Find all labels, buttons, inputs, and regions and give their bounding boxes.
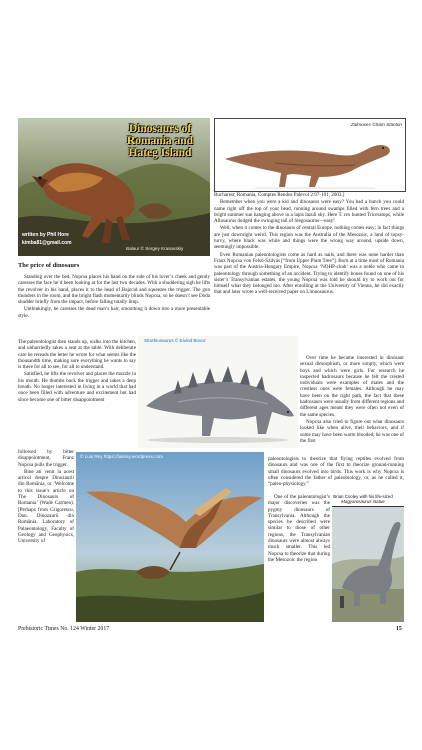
paragraph: Bine ati venit la acest articol despre Dinozaurii din România, or ‘Welcome to this issue’s article on The Dinosaurs of Romania’ (Wade Carmen). [Perhaps from Grigorescu, Dan. Dinozaurii din România. Laboratory of Palaeontology, Faculty of Geology and Geophysics, University of	[18, 468, 74, 545]
statue-caption-line1: Brian Cooley with his life-sized	[333, 494, 393, 499]
zalmoxes-illustration	[214, 118, 406, 192]
paragraph: Bucharest, Romania, Comptes Rendus Palevol 2:97-101, 2003.]	[214, 192, 345, 198]
statue-caption	[332, 494, 404, 507]
struthiosaurus-artwork	[138, 336, 298, 448]
article-right-full	[268, 456, 404, 494]
zalmoxes-credit: Zalmoxes ©Sam Stanton	[350, 122, 402, 127]
article-right-narrow	[300, 355, 404, 455]
article-left-bottom	[18, 449, 74, 619]
paragraph: Well, when it comes to the dinosaurs of central Europe, nothing comes easy; in fact things are just downright weird. This region was the Australia of the Mesozoic, a land of topsy-turvy, where black was white and things were the wrong way around, upside down, seemingly impossible.	[214, 225, 404, 251]
article-right-top	[214, 192, 404, 354]
statue-caption-line2: Magyarosaurus statue	[341, 499, 385, 505]
author-line: written by Phil Hore	[22, 232, 69, 238]
paragraph: paleontologists to theorize that flying reptiles evolved from dinosaurs and was one of the first to theorize ground-running small dinosaurs evolved into birds. This work is why Nopcsa is often considered the father of paleobiology, or, as he called it, “paleo-physiology.”	[268, 456, 404, 488]
struthiosaurus-illustration	[138, 336, 298, 448]
paragraph: Standing over the bed, Nopcsa places his hand on the side of his lover’s cheek and gently caresses the face he’d been looking at for the last two decades. With a shuddering sigh he lifts the revolver in his hand, places it to the head of Bajzcid and squeezes the trigger. The gun thunders in the room, and the bright flash momentarily blinds Nopcsa; so he doesn’t see Doda shudder briefly from the impact, before falling totally limp.	[18, 274, 210, 306]
zalmoxes-artwork	[215, 119, 405, 191]
magyarosaurus-statue-photo	[332, 494, 404, 622]
paragraph: Over time he became interested in dinosaur sexual dimorphism, or more simply, which were boys and which were girls. For research he inspected hadrosaurs because he felt the crested individuals were examples of males and the crestless ones were females. Although he may have been on the right path, the fact that these hadrosaurs were usually from different regions and different ages meant they were often not even of the same species.	[300, 355, 404, 418]
paragraph: followed by bitter disappointment, Franz Nopcsa pulls the trigger.	[18, 449, 74, 468]
article-right-bottom	[268, 494, 330, 622]
pterosaur-artwork	[76, 452, 264, 622]
pterosaur-credit: © Luis Rey https://luisrey.wordpress.com	[80, 454, 163, 459]
struthiosaurus-credit: Struthiosaurus © Eivind Bovor	[144, 338, 206, 343]
balaur-illustration	[18, 118, 210, 256]
paragraph: Remember when you were a kid and dinosaurs were easy? You had a bunch you could name right off the top of your head, running around swamps filled with fern trees and a bright summer sun hanging above in a lapis lazuli sky. Here T. rex hunted Triceratops, while Allosaurus dodged the swinging tail of Stegosaurus—easy!	[214, 199, 404, 225]
paragraph: Unthinkingly, he caresses the dead man’s hair, smoothing it down into a more presentable style.	[18, 306, 210, 319]
pterosaur-illustration	[76, 452, 264, 622]
footer-page-number: 15	[396, 626, 402, 632]
paragraph: Satisfied, he lifts the revolver and places the muzzle in his mouth. He thumbs back the trigger and takes a deep breath. No longer interested in living in a world that had once been filled with adventure and excitement but had since become one of bitter disappointment	[18, 371, 136, 403]
paragraph: One of the paleontologist’s major discoveries was the pygmy dinosaurs of Transylvania. Although the species he described were similar to those of other regions, the Transylvanian dinosaurs were almost always much smaller. This led Nopcsa to theorize that during the Mesozoic the region	[268, 494, 330, 563]
paragraph: The paleontologist then stands up, walks into the kitchen, and unhurriedly takes a seat at the table. With deliberate care he rereads the letter he wrote for what seems like the thousandth time, making sure everything he wants to say is there for all to see, for all to understand.	[18, 339, 136, 371]
article-left-narrow	[18, 339, 136, 449]
footer-issue: Prehistoric Times No. 124 Winter 2017	[18, 626, 110, 632]
article-left-main	[18, 274, 210, 338]
balaur-credit: Balaur © Sergey Krasovskiy	[126, 246, 184, 251]
paragraph: Nopcsa also tried to figure out what dinosaurs looked like when alive, their behaviors, and if some may have been warm blooded; he was one of the first	[300, 418, 404, 444]
author-email: kimba81@gmail.com	[22, 240, 72, 246]
section-heading: The price of dinosaurs	[18, 262, 80, 269]
paragraph: Even Romanian paleontologists come as hard as nails, and there was none harder than Franz Nopcsa von Felső-Szilvás [“from Upper Plum Tree”]. Born at a time most of Romania was part of the Austria-Hungary Empire, Nopcsa ‘NOHP-chah’ was a noble who came to paleontology through something of an accident. Trying to identify bones found on one of his sister’s Transylvanian estates, the young Nopcsa was told he should try to work out for himself what they belonged too. After enrolling at the University of Vienna, he did exactly that and later wrote a well-received paper on Limnosaurus.	[214, 251, 404, 296]
statue-artwork	[332, 494, 404, 622]
header-title: Dinosaurs of Romania and Hateg Island	[126, 123, 194, 159]
